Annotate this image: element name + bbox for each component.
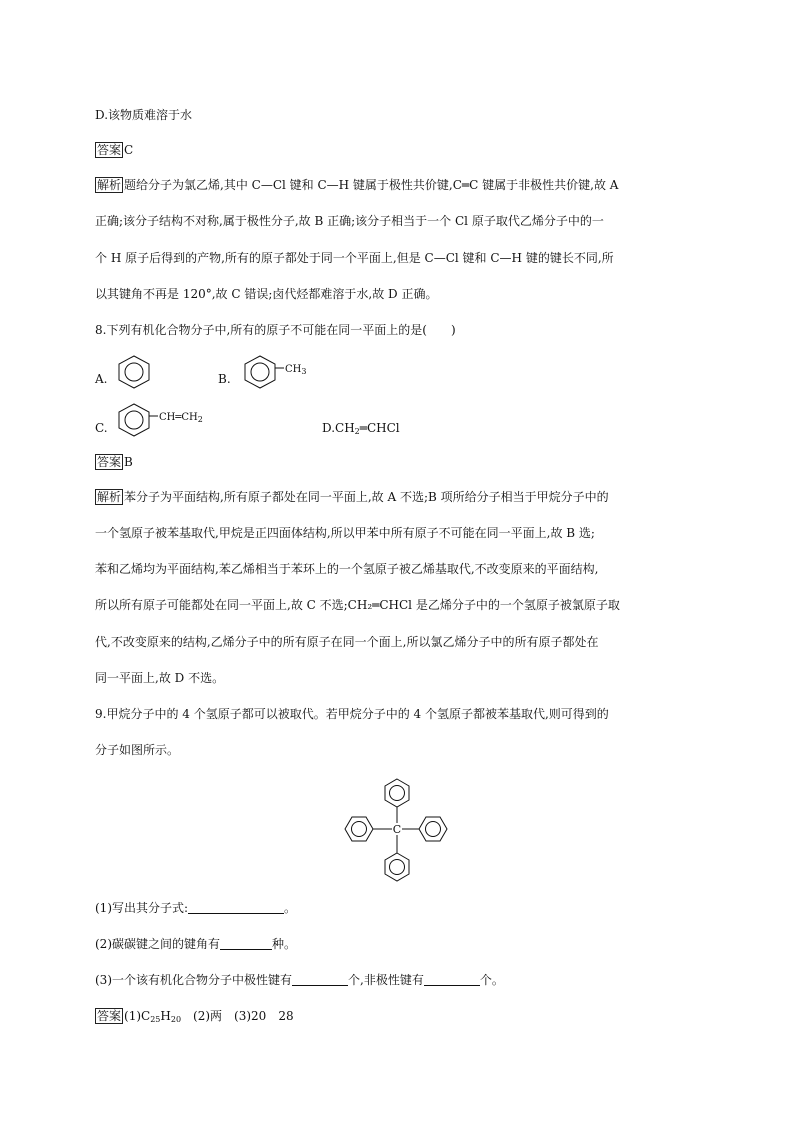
analysis-text: 苯分子为平面结构,所有原子都处在同一平面上,故 A 不选;B 项所给分子相当于甲烷分子中的 [124,490,609,504]
q9-stem-line-2: 分子如图所示。 [95,743,180,757]
q8-analysis-line-2: 一个氢原子被苯基取代,甲烷是正四面体结构,所以甲苯中所有原子不可能在同一平面上,故 B 选; [95,526,595,540]
q7-analysis-line-4: 以其键角不再是 120°,故 C 错误;卤代烃都难溶于水,故 D 正确。 [95,287,438,301]
benzene-structure [114,354,154,390]
q7-option-d: D.该物质难溶于水 [95,108,193,122]
answer-value: C [124,143,134,157]
answer-tag: 答案 [97,455,122,469]
styrene-structure [114,402,164,438]
tetraphenylmethane-structure [340,776,452,884]
q8-option-c-label: C. [95,421,108,435]
q7-analysis-line-1 [95,177,618,193]
q9-stem-line-1: 9.甲烷分子中的 4 个氢原子都可以被取代。若甲烷分子中的 4 个氢原子都被苯基取代,则可得到的 [95,707,609,721]
vinyl-group-label: $CH═CH_2$ [159,412,203,424]
answer-blank[interactable] [424,973,480,986]
q9-sub2: (2)碳碳键之间的键角有 种。 [95,937,297,951]
methyl-group-label: $CH_3$ [285,364,307,376]
q9-answer: 答案 $(1)C_{25}H_{20}$ (2)两 (3)20 28 [97,1009,294,1024]
answer-tag: 答案 [97,143,122,157]
q8-analysis-line-5: 代,不改变原来的结构,乙烯分子中的所有原子在同一个面上,所以氯乙烯分子中的所有原子都处在 [95,635,599,649]
analysis-tag: 解析 [97,178,122,192]
q9-sub3: (3)一个该有机化合物分子中极性键有 个,非极性键有 个。 [95,973,504,987]
central-carbon-label: C [392,823,402,836]
answer-value: B [124,455,133,469]
q8-answer [95,454,133,470]
answer-tag: 答案 [97,1009,122,1023]
q8-option-a-label: A. [95,372,108,386]
q7-analysis-line-2: 正确;该分子结构不对称,属于极性分子,故 B 正确;该分子相当于一个 Cl 原子取代乙烯分子中的一 [95,214,604,228]
answer-blank[interactable] [292,973,348,986]
analysis-text: 题给分子为氯乙烯,其中 C—Cl 键和 C—H 键属于极性共价键,C═C 键属于非极性共价键,故 A [124,178,619,192]
analysis-tag: 解析 [97,490,122,504]
q8-analysis-line-1 [95,489,609,505]
q8-analysis-line-3: 苯和乙烯均为平面结构,苯乙烯相当于苯环上的一个氢原子被乙烯基取代,不改变原来的平面结构, [95,562,599,576]
q9-sub1: (1)写出其分子式: 。 [95,901,297,915]
q7-answer [95,142,133,158]
answer-blank[interactable] [188,901,284,914]
q8-stem: 8.下列有机化合物分子中,所有的原子不可能在同一平面上的是( ) [95,323,456,337]
q8-option-d: $D.CH_2═CHCl$ [322,421,400,436]
q8-analysis-line-6: 同一平面上,故 D 不选。 [95,671,225,685]
answer-blank[interactable] [220,937,272,950]
q8-analysis-line-4: 所以所有原子可能都处在同一平面上,故 C 不选;CH₂═CHCl 是乙烯分子中的一个氢原子被氯原子取 [95,598,620,612]
q7-analysis-line-3: 个 H 原子后得到的产物,所有的原子都处于同一个平面上,但是 C—Cl 键和 C—H 键的键长不同,所 [95,251,614,265]
q8-option-b-label: B. [218,372,231,386]
